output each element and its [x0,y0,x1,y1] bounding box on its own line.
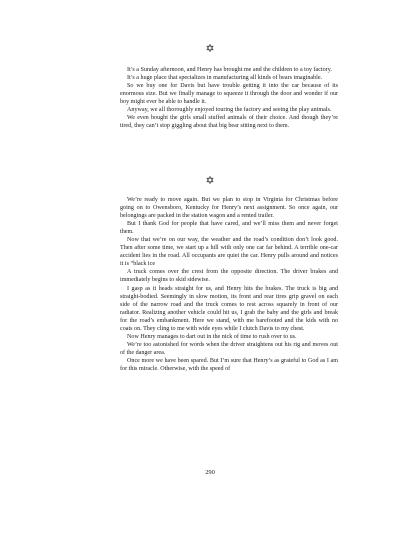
paragraph: Now that we’re on our way, the weather and the road’s condition don’t look good. Then after some time, we start up a hill with only one car far behind. A terrible one-car accident lies in the road. All occupants are quiet the car. Henry pulls around and notices it is “black ice [120,237,338,268]
section-2 [120,196,338,373]
paragraph: We’re too astonished for words when the driver straightens out his rig and moves out of the danger area. [120,341,338,356]
paragraph: Now Henry manages to dart out in the nick of time to rush over to us. [127,333,297,340]
paragraph: So we buy one for Davis but have trouble getting it into the car because of its enormous size. But we finally manage to squeeze it through the door and wonder if our boy might ever be able to handle it. [120,83,338,106]
paragraph: Once more we have been spared. But I’m sure that Henry’s as grateful to God as I am for this miracle. Otherwise, with the speed of [120,357,338,372]
paragraph: Anyway, we all thoroughly enjoyed touring the factory and seeing the play animals. [127,107,332,114]
page-number: 290 [205,469,215,476]
section-1 [120,66,338,130]
paragraph: It’s a Sunday afternoon, and Henry has brought me and the children to a toy factory. [127,67,332,73]
paragraph: I gasp as it heads straight for us, and Henry hits the brakes. The truck is big and straight-bodied. Seemingly in slow motion, its front and rear tires grip gravel on each side of the narrow road and the truck comes to rest across squarely in front of our radiator. Realizing another vehicle could hit us, I grab the baby and the girls and break for the road’s embankment. Here we stand, with me barefooted and the kids with no coats on. They cling to me with wide eyes while I clutch Davis to my chest. [120,285,338,332]
star-of-david-ornament-icon: ✡ [205,43,215,55]
paragraph: We’re ready to move again. But we plan to stop in Virginia for Christmas before going on to Owensboro, Kentucky for Henry’s next assignment. So once again, our belongings are packed in the station wagon and a rented trailer. [120,197,338,220]
star-of-david-ornament-icon: ✡ [205,175,215,187]
paragraph: It’s a huge place that specializes in manufacturing all kinds of bears imaginable. [127,75,323,82]
paragraph: A truck comes over the crest from the opposite direction. The driver brakes and immediately begins to skid sidewise. [120,269,338,284]
paragraph: We even bought the girls small stuffed animals of their choice. And though they’re tired, they can’t stop giggling about that big bear sitting next to them. [120,115,338,130]
paragraph: But I thank God for people that have cared, and we’ll miss them and never forget them. [120,221,338,236]
